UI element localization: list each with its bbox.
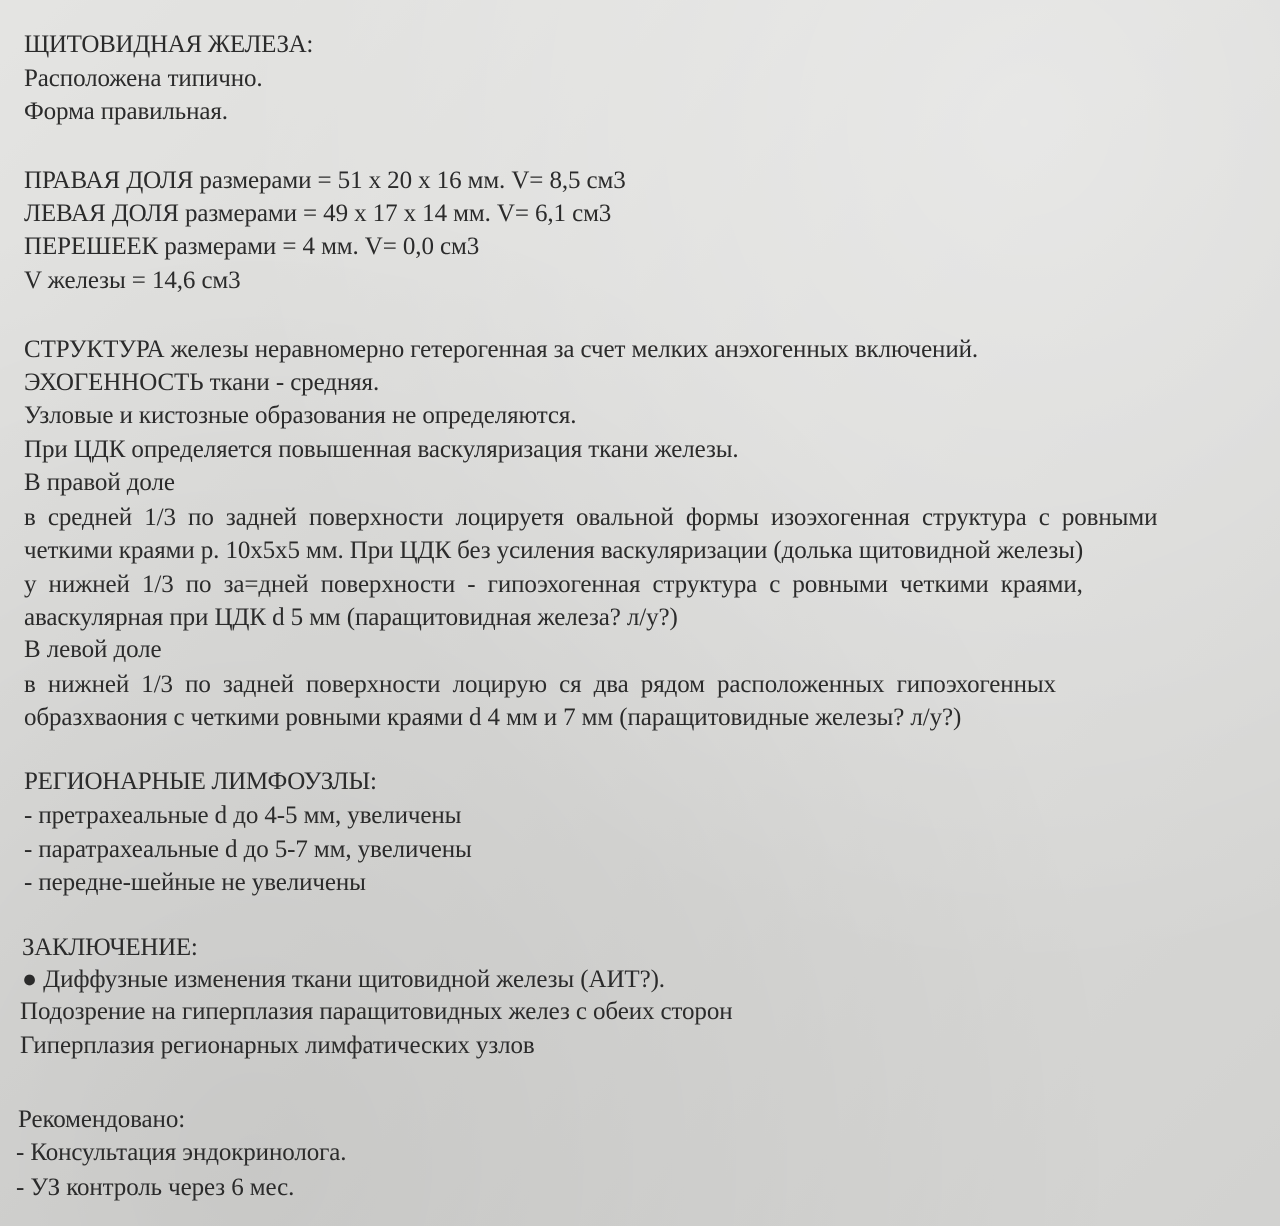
text-line: Узловые и кистозные образования не определяются. bbox=[24, 402, 577, 429]
text-line: Расположена типично. bbox=[24, 65, 263, 92]
conclusion-item: ● Диффузные изменения ткани щитовидной железы (АИТ?). bbox=[22, 966, 665, 993]
measurement-isthmus: ПЕРЕШЕЕК размерами = 4 мм. V= 0,0 см3 bbox=[24, 233, 480, 260]
section-title-lymph-nodes: РЕГИОНАРНЫЕ ЛИМФОУЗЛЫ: bbox=[24, 768, 377, 795]
text-line: Форма правильная. bbox=[24, 98, 228, 125]
list-item: - передне-шейные не увеличены bbox=[24, 869, 366, 896]
text-line: СТРУКТУРА железы неравномерно гетерогенная за счет мелких анэхогенных включений. bbox=[24, 336, 979, 363]
list-item: - паратрахеальные d до 5-7 мм, увеличены bbox=[24, 836, 472, 863]
text-line: ЭХОГЕННОСТЬ ткани - средняя. bbox=[24, 369, 380, 396]
measurement-left-lobe: ЛЕВАЯ ДОЛЯ размерами = 49 х 17 х 14 мм. V= 6,1 см3 bbox=[24, 200, 612, 227]
text-line: у нижней 1/3 по за=дней поверхности - гипоэхогенная структура с ровными четкими краями, bbox=[24, 571, 1083, 598]
section-title-conclusion: ЗАКЛЮЧЕНИЕ: bbox=[22, 934, 198, 961]
text-line: в средней 1/3 по задней поверхности лоцируетя овальной формы изоэхогенная структура с ровными bbox=[24, 504, 1158, 531]
section-title-thyroid: ЩИТОВИДНАЯ ЖЕЛЕЗА: bbox=[24, 31, 314, 58]
recommendation-item: - УЗ контроль через 6 мес. bbox=[16, 1174, 295, 1201]
list-item: - претрахеальные d до 4-5 мм, увеличены bbox=[24, 802, 462, 829]
conclusion-item: Подозрение на гиперплазия паращитовидных желез с обеих сторон bbox=[20, 998, 733, 1025]
text-line: четкими краями р. 10х5х5 мм. При ЦДК без усиления васкуляризации (долька щитовидной железы) bbox=[24, 537, 1084, 564]
measurement-total-volume: V железы = 14,6 см3 bbox=[24, 267, 241, 294]
text-line: образхваония с четкими ровными краями d 4 мм и 7 мм (паращитовидные железы? л/у?) bbox=[24, 704, 962, 731]
section-title-recommendations: Рекомендовано: bbox=[18, 1106, 186, 1133]
text-line: в нижней 1/3 по задней поверхности лоцирую ся два рядом расположенных гипоэхогенных bbox=[24, 671, 1056, 698]
text-line: аваскулярная при ЦДК d 5 мм (паращитовидная железа? л/у?) bbox=[24, 604, 678, 631]
text-line: При ЦДК определяется повышенная васкуляризация ткани железы. bbox=[24, 436, 739, 463]
measurement-right-lobe: ПРАВАЯ ДОЛЯ размерами = 51 х 20 х 16 мм. V= 8,5 см3 bbox=[24, 167, 626, 194]
subheading-right-lobe: В правой доле bbox=[24, 469, 175, 496]
subheading-left-lobe: В левой доле bbox=[24, 636, 162, 663]
recommendation-item: - Консультация эндокринолога. bbox=[16, 1139, 347, 1166]
conclusion-item: Гиперплазия регионарных лимфатических узлов bbox=[20, 1032, 535, 1059]
